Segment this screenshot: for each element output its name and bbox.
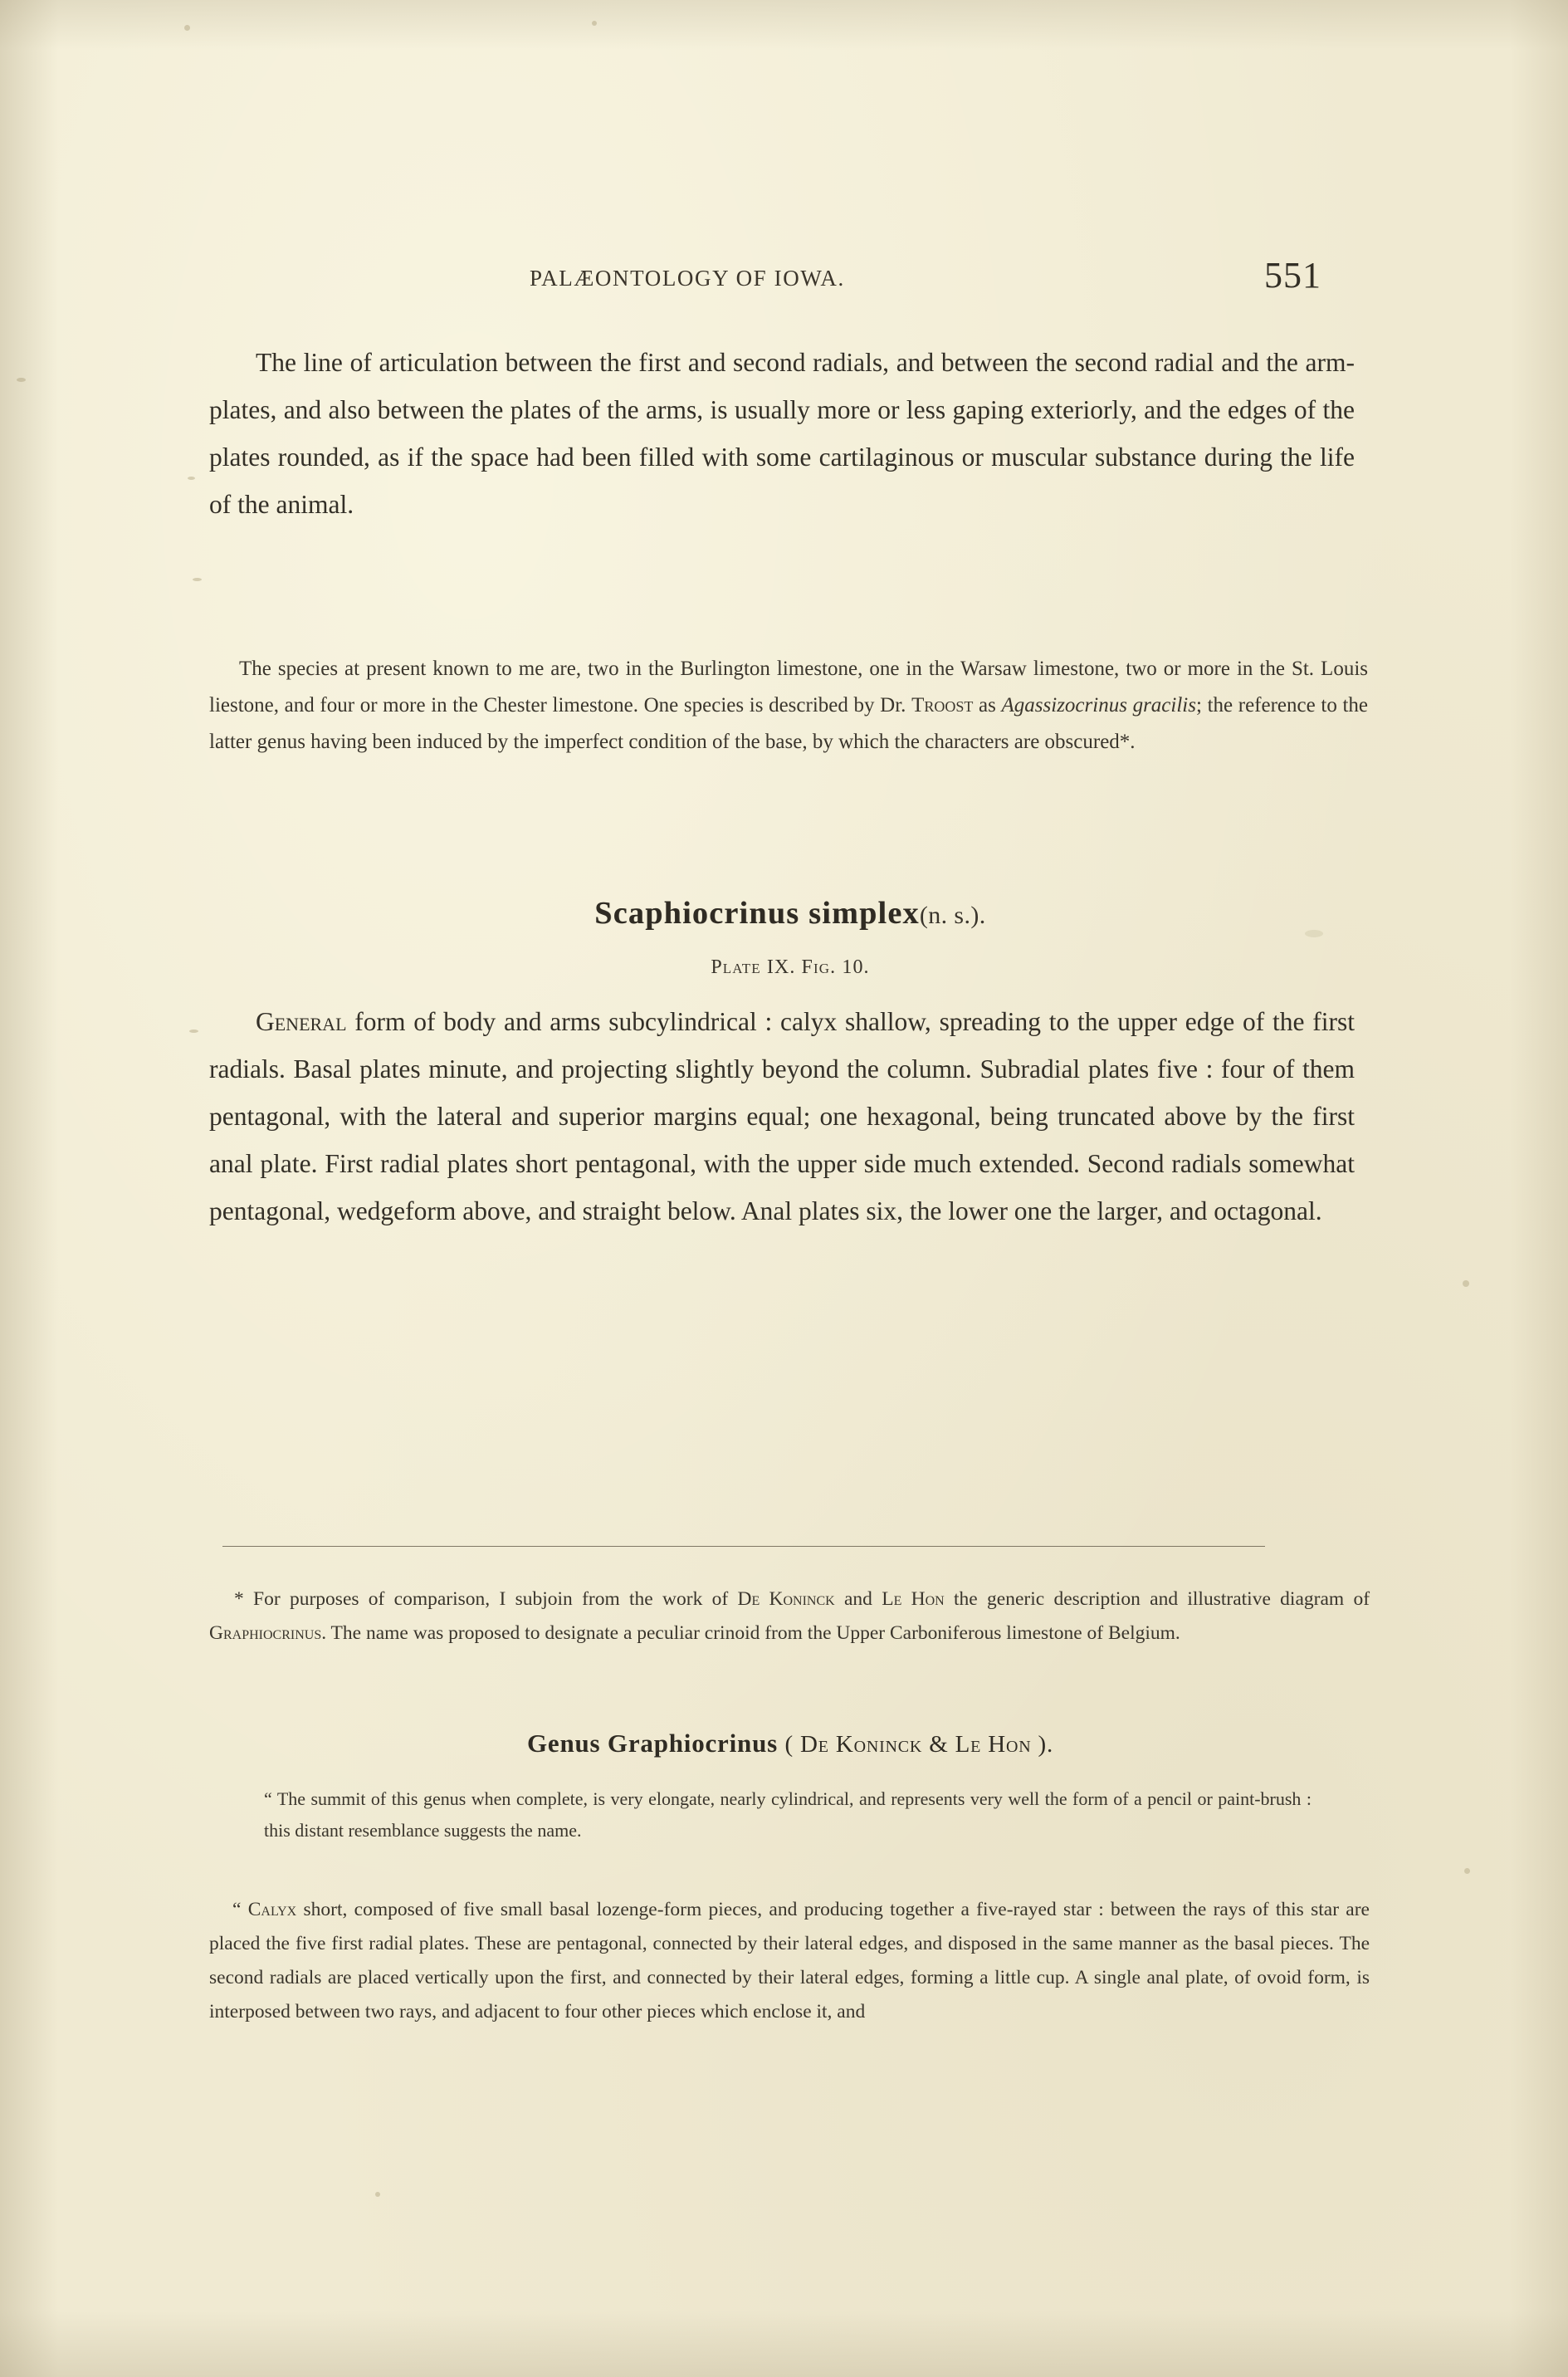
species-list-text-1: The species at present known to me are, two in the Burlington limestone, one in the Warsaw limestone, two or more in the St. Louis liestone, and four or more in the Chester limestone. One species is described by Dr. [209, 658, 1368, 717]
quote-calyx-text: short, composed of five small basal lozenge-form pieces, and producing together a five-rayed star : between the rays of this star are placed the five first radial plates. These are pentagonal, connected by their lateral edges, and disposed in the same manner as the basal pieces. The second radials are placed vertically upon the first, and connected by their lateral edges, forming a little cup. A single anal plate, of ovoid form, is interposed between two rays, and adjacent to four other pieces which enclose it, and [209, 1899, 1370, 2022]
plate-figure-reference: Plate IX. Fig. 10. [711, 956, 870, 978]
genus-heading [209, 1729, 1371, 1758]
paragraph-articulation [209, 339, 1355, 528]
quote-calyx-lead: “ Calyx [232, 1899, 297, 1920]
footnote-rule [222, 1546, 1265, 1547]
page-number: 551 [1264, 255, 1321, 296]
paper-speck [17, 378, 26, 382]
species-list-text-3: ; the reference to the latter genus having been induced by the imperfect condition of the base, by which the characters are obscured*. [209, 694, 1369, 753]
paper-speck [1463, 1280, 1469, 1287]
paragraph-articulation-text: The line of articulation between the first and second radials, and between the second radial and the arm-plates, and also between the plates of the arms, is usually more or less gaping exteriorly, and the edges of the plates rounded, as if the space had been filled with some cartilaginous or muscular substance during the life of the animal. [209, 348, 1355, 519]
footnote-text-2: the generic description and illustrative diagram of [944, 1588, 1370, 1610]
paper-speck [375, 2192, 380, 2197]
quote-genus-summit-text: “ The summit of this genus when complete, is very elongate, nearly cylindrical, and represents very well the form of a pencil or paint-brush : this distant resemblance suggests the name. [264, 1788, 1312, 1841]
quote-calyx-description [209, 1893, 1370, 2029]
paper-speck [188, 477, 195, 480]
author-de-koninck: De Koninck [737, 1588, 835, 1610]
paper-speck [189, 1030, 198, 1033]
paragraph-description [209, 998, 1355, 1235]
page-edge-shade-top [0, 0, 1568, 50]
footnote-text-and: and [834, 1588, 882, 1610]
species-heading-name: Scaphiocrinus simplex [594, 896, 920, 931]
paper-speck [184, 25, 190, 31]
author-troost: Troost [911, 694, 974, 717]
species-heading-suffix: (n. s.). [919, 902, 986, 929]
genus-heading-name: Genus Graphiocrinus [526, 1729, 778, 1758]
footnote-marker: * [234, 1588, 244, 1610]
species-agassizocrinus: Agassizocrinus gracilis [1001, 694, 1196, 717]
footnote-text-1: For purposes of comparison, I subjoin from the work of [243, 1588, 738, 1610]
page-edge-shade-bottom [0, 2311, 1568, 2377]
footnote-block [209, 1582, 1370, 1651]
paper-speck [193, 578, 202, 581]
page-edge-shade-right [1510, 0, 1568, 2377]
quote-genus-summit [264, 1783, 1312, 1846]
species-heading [209, 895, 1371, 932]
genus-graphiocrinus: Graphiocrinus [209, 1622, 322, 1644]
author-le-hon: Le Hon [882, 1588, 945, 1610]
footnote-text-3: . The name was proposed to designate a peculiar crinoid from the Upper Carboniferous limestone of Belgium. [321, 1622, 1180, 1644]
paper-speck [592, 21, 597, 26]
running-head-title: PALÆONTOLOGY OF IOWA. [530, 266, 845, 291]
paragraph-species-list [209, 651, 1368, 761]
paragraph-description-lead: General [256, 1007, 347, 1036]
running-head [209, 255, 1371, 304]
page-edge-shade-left [0, 0, 58, 2377]
genus-heading-authors: ( De Koninck & Le Hon ). [784, 1731, 1054, 1758]
species-list-text-2: as [973, 694, 1002, 717]
paper-speck [1464, 1868, 1470, 1874]
paragraph-description-text: form of body and arms subcylindrical : calyx shallow, spreading to the upper edge of the first radials. Basal plates minute, and projecting slightly beyond the column. Subradial plates five : four of them pentagonal, with the lateral and superior margins equal; one hexagonal, being truncated above by the first anal plate. First radial plates short pentagonal, with the upper side much extended. Second radials somewhat pentagonal, wedgeform above, and straight below. Anal plates six, the lower one the larger, and octagonal. [209, 1007, 1355, 1225]
